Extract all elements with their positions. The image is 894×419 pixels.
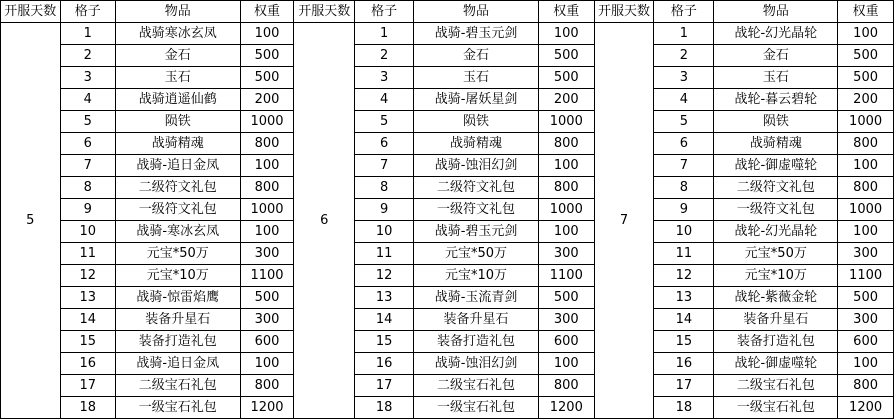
item-cell: 战骑精魂	[115, 133, 240, 155]
item-cell: 装备打造礼包	[414, 331, 539, 353]
item-cell: 装备升星石	[115, 309, 240, 331]
header-weight: 权重	[538, 1, 594, 23]
weight-cell: 800	[538, 177, 594, 199]
item-cell: 战骑-惊雷焰鹰	[115, 287, 240, 309]
header-row	[594, 1, 893, 23]
item-cell: 二级宝石礼包	[714, 375, 838, 397]
weight-cell: 600	[240, 331, 294, 353]
item-cell: 战骑-玉流青剑	[414, 287, 539, 309]
weight-cell: 1100	[240, 265, 294, 287]
weight-cell: 800	[240, 375, 294, 397]
slot-cell: 18	[60, 397, 115, 419]
slot-cell: 4	[654, 89, 714, 111]
item-cell: 一级宝石礼包	[714, 397, 838, 419]
weight-cell: 1000	[240, 111, 294, 133]
item-cell: 二级符文礼包	[714, 177, 838, 199]
slot-cell: 1	[60, 23, 115, 45]
slot-cell: 3	[354, 67, 413, 89]
weight-cell: 100	[538, 353, 594, 375]
weight-cell: 200	[838, 89, 894, 111]
weight-cell: 500	[240, 287, 294, 309]
slot-cell: 18	[354, 397, 413, 419]
header-day: 开服天数	[294, 1, 355, 23]
header-weight: 权重	[240, 1, 294, 23]
item-cell: 战骑-碧玉元剑	[414, 221, 539, 243]
item-cell: 金石	[714, 45, 838, 67]
slot-cell: 10	[654, 221, 714, 243]
header-row	[294, 1, 594, 23]
slot-cell: 3	[60, 67, 115, 89]
slot-cell: 5	[60, 111, 115, 133]
slot-cell: 17	[354, 375, 413, 397]
slot-cell: 12	[60, 265, 115, 287]
slot-cell: 14	[654, 309, 714, 331]
weight-cell: 1000	[538, 199, 594, 221]
item-cell: 战轮-御虚噬轮	[714, 353, 838, 375]
slot-cell: 16	[354, 353, 413, 375]
header-slot: 格子	[60, 1, 115, 23]
weight-cell: 600	[538, 331, 594, 353]
item-cell: 战骑精魂	[714, 133, 838, 155]
weight-cell: 800	[538, 133, 594, 155]
slot-cell: 18	[654, 397, 714, 419]
weight-cell: 200	[240, 89, 294, 111]
weight-cell: 300	[838, 243, 894, 265]
item-cell: 装备打造礼包	[115, 331, 240, 353]
weight-cell: 500	[240, 67, 294, 89]
slot-cell: 10	[60, 221, 115, 243]
slot-cell: 17	[654, 375, 714, 397]
slot-cell: 9	[354, 199, 413, 221]
weight-cell: 1000	[538, 111, 594, 133]
item-cell: 装备打造礼包	[714, 331, 838, 353]
item-cell: 一级宝石礼包	[115, 397, 240, 419]
slot-cell: 13	[354, 287, 413, 309]
server-day-cell: 7	[594, 23, 654, 419]
weight-cell: 1100	[838, 265, 894, 287]
item-cell: 战轮-紫薇金轮	[714, 287, 838, 309]
slot-cell: 1	[354, 23, 413, 45]
item-cell: 战轮-暮云碧轮	[714, 89, 838, 111]
weight-cell: 100	[838, 353, 894, 375]
item-cell: 战骑精魂	[414, 133, 539, 155]
weight-cell: 800	[838, 133, 894, 155]
header-row	[1, 1, 294, 23]
weight-cell: 500	[838, 45, 894, 67]
slot-cell: 1	[654, 23, 714, 45]
slot-cell: 6	[354, 133, 413, 155]
item-cell: 元宝*50万	[714, 243, 838, 265]
slot-cell: 12	[354, 265, 413, 287]
slot-cell: 4	[354, 89, 413, 111]
slot-cell: 2	[354, 45, 413, 67]
slot-cell: 8	[654, 177, 714, 199]
slot-cell: 5	[654, 111, 714, 133]
weight-cell: 200	[538, 89, 594, 111]
weight-cell: 800	[538, 375, 594, 397]
slot-cell: 7	[60, 155, 115, 177]
slot-cell: 11	[354, 243, 413, 265]
slot-cell: 13	[654, 287, 714, 309]
slot-cell: 4	[60, 89, 115, 111]
weight-cell: 500	[838, 287, 894, 309]
weight-cell: 1000	[838, 111, 894, 133]
weight-cell: 600	[838, 331, 894, 353]
item-cell: 战骑逍遥仙鹤	[115, 89, 240, 111]
slot-cell: 7	[354, 155, 413, 177]
weight-cell: 100	[538, 23, 594, 45]
item-cell: 金石	[115, 45, 240, 67]
table-row	[594, 23, 893, 45]
item-cell: 战轮-御虚噬轮	[714, 155, 838, 177]
weight-cell: 500	[538, 67, 594, 89]
weight-cell: 1000	[240, 199, 294, 221]
item-cell: 战骑-屠妖星剑	[414, 89, 539, 111]
slot-cell: 2	[60, 45, 115, 67]
slot-cell: 13	[60, 287, 115, 309]
item-cell: 一级符文礼包	[714, 199, 838, 221]
slot-cell: 2	[654, 45, 714, 67]
slot-cell: 16	[60, 353, 115, 375]
weight-cell: 500	[538, 45, 594, 67]
header-day: 开服天数	[1, 1, 61, 23]
item-cell: 陨铁	[414, 111, 539, 133]
item-cell: 二级宝石礼包	[414, 375, 539, 397]
slot-cell: 15	[654, 331, 714, 353]
weight-cell: 1000	[838, 199, 894, 221]
table-row	[294, 23, 594, 45]
weight-cell: 300	[538, 243, 594, 265]
weight-cell: 300	[240, 243, 294, 265]
header-slot: 格子	[354, 1, 413, 23]
slot-cell: 3	[654, 67, 714, 89]
item-cell: 一级符文礼包	[414, 199, 539, 221]
item-cell: 装备升星石	[714, 309, 838, 331]
item-cell: 元宝*10万	[115, 265, 240, 287]
weight-cell: 300	[538, 309, 594, 331]
item-cell: 一级宝石礼包	[414, 397, 539, 419]
item-cell: 玉石	[414, 67, 539, 89]
item-cell: 陨铁	[714, 111, 838, 133]
item-cell: 战骑寒冰玄凤	[115, 23, 240, 45]
server-day-cell: 5	[1, 23, 61, 419]
slot-cell: 6	[654, 133, 714, 155]
header-slot: 格子	[654, 1, 714, 23]
weight-cell: 100	[240, 221, 294, 243]
item-cell: 元宝*50万	[414, 243, 539, 265]
header-item: 物品	[115, 1, 240, 23]
weight-cell: 1200	[240, 397, 294, 419]
weight-cell: 500	[538, 287, 594, 309]
item-cell: 二级符文礼包	[414, 177, 539, 199]
slot-cell: 10	[354, 221, 413, 243]
slot-cell: 15	[354, 331, 413, 353]
slot-cell: 5	[354, 111, 413, 133]
table-row	[1, 23, 294, 45]
weight-cell: 100	[240, 23, 294, 45]
slot-cell: 11	[654, 243, 714, 265]
item-cell: 陨铁	[115, 111, 240, 133]
header-item: 物品	[714, 1, 838, 23]
header-item: 物品	[414, 1, 539, 23]
item-cell: 一级符文礼包	[115, 199, 240, 221]
slot-cell: 9	[654, 199, 714, 221]
item-cell: 二级符文礼包	[115, 177, 240, 199]
item-cell: 战轮-幻光晶轮	[714, 221, 838, 243]
item-cell: 元宝*10万	[714, 265, 838, 287]
item-cell: 金石	[414, 45, 539, 67]
slot-cell: 17	[60, 375, 115, 397]
weight-cell: 800	[240, 177, 294, 199]
slot-cell: 12	[654, 265, 714, 287]
weight-cell: 500	[240, 45, 294, 67]
weight-cell: 100	[240, 353, 294, 375]
item-cell: 战轮-幻光晶轮	[714, 23, 838, 45]
header-day: 开服天数	[594, 1, 654, 23]
weight-cell: 800	[838, 177, 894, 199]
slot-cell: 14	[354, 309, 413, 331]
slot-cell: 15	[60, 331, 115, 353]
slot-cell: 8	[60, 177, 115, 199]
item-cell: 战骑-蚀泪幻剑	[414, 155, 539, 177]
weight-cell: 1100	[538, 265, 594, 287]
slot-cell: 6	[60, 133, 115, 155]
weight-cell: 800	[240, 133, 294, 155]
slot-cell: 8	[354, 177, 413, 199]
server-day-cell: 6	[294, 23, 355, 419]
slot-cell: 16	[654, 353, 714, 375]
weight-cell: 100	[838, 221, 894, 243]
weight-cell: 100	[838, 155, 894, 177]
weight-cell: 100	[838, 23, 894, 45]
header-weight: 权重	[838, 1, 894, 23]
table-day-6	[293, 0, 594, 419]
weight-cell: 100	[240, 155, 294, 177]
weight-cell: 1200	[838, 397, 894, 419]
slot-cell: 14	[60, 309, 115, 331]
weight-cell: 500	[838, 67, 894, 89]
item-cell: 战骑-追日金凤	[115, 155, 240, 177]
item-cell: 元宝*10万	[414, 265, 539, 287]
item-cell: 战骑-碧玉元剑	[414, 23, 539, 45]
weight-cell: 100	[538, 155, 594, 177]
table-day-5	[0, 0, 294, 419]
slot-cell: 9	[60, 199, 115, 221]
weight-cell: 1200	[538, 397, 594, 419]
table-day-7	[594, 0, 894, 419]
item-cell: 战骑-蚀泪幻剑	[414, 353, 539, 375]
item-cell: 二级宝石礼包	[115, 375, 240, 397]
slot-cell: 7	[654, 155, 714, 177]
item-cell: 战骑-追日金凤	[115, 353, 240, 375]
item-cell: 玉石	[115, 67, 240, 89]
slot-cell: 11	[60, 243, 115, 265]
item-cell: 战骑-寒冰玄凤	[115, 221, 240, 243]
weight-cell: 800	[838, 375, 894, 397]
item-cell: 装备升星石	[414, 309, 539, 331]
weight-cell: 300	[240, 309, 294, 331]
weight-cell: 100	[538, 221, 594, 243]
item-cell: 元宝*50万	[115, 243, 240, 265]
weight-cell: 300	[838, 309, 894, 331]
item-cell: 玉石	[714, 67, 838, 89]
